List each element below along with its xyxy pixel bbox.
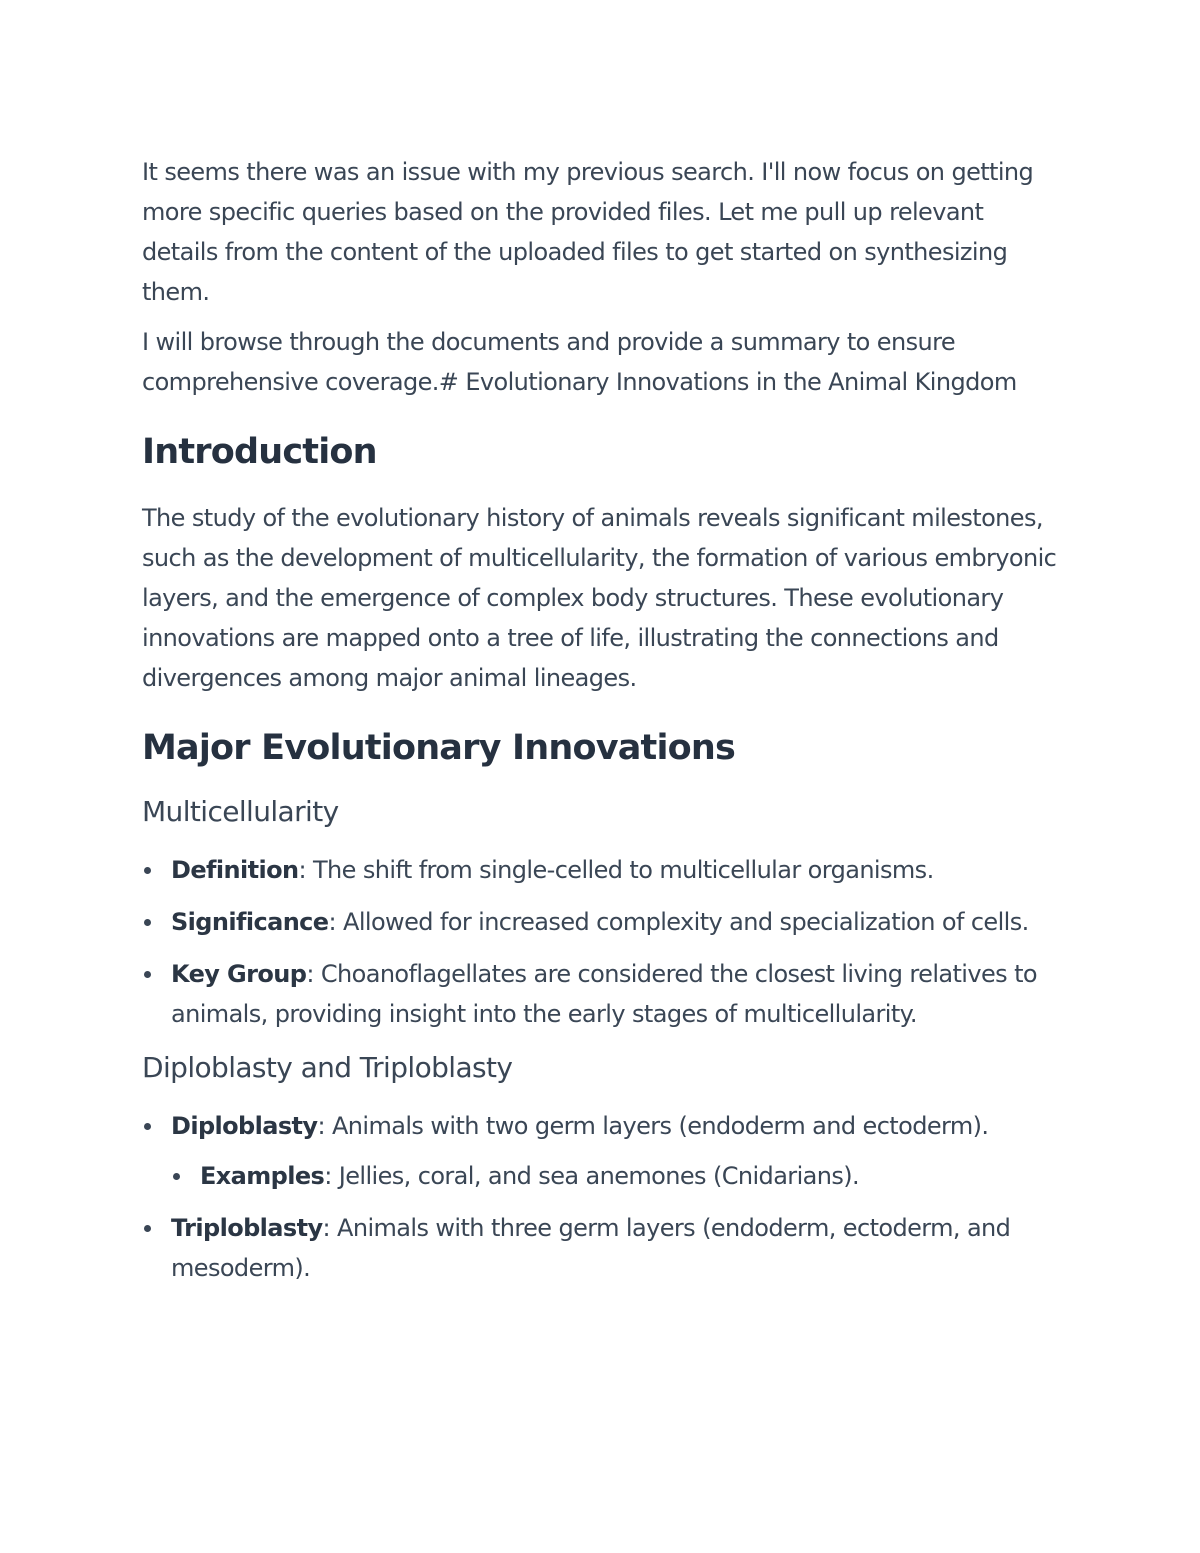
list-item-separator: : — [328, 908, 343, 936]
list-item-text: Allowed for increased complexity and specialization of cells. — [343, 908, 1029, 936]
intro-paragraph-1: It seems there was an issue with my previous search. I'll now focus on getting more specific queries based on the provided files. Let me pull up relevant details from the content of the uploaded files to get started on synthesizing them. — [142, 158, 1034, 306]
list-item-term: Diploblasty — [171, 1112, 318, 1140]
list-item — [142, 1208, 1062, 1288]
list-item-term: Significance — [171, 908, 329, 936]
list-item — [142, 954, 1062, 1034]
blasty-list — [142, 1106, 1062, 1288]
document-page — [142, 152, 1062, 1300]
list-item-term: Definition — [171, 856, 299, 884]
list-item-separator: : — [322, 1214, 338, 1242]
list-item — [142, 850, 1062, 890]
nested-list-item — [171, 1156, 1062, 1196]
list-item-text: Jellies, coral, and sea anemones (Cnidarians). — [338, 1162, 860, 1190]
list-item-separator: : — [298, 856, 313, 884]
list-item-text: The shift from single-celled to multicellular organisms. — [312, 856, 934, 884]
list-item-text: Choanoflagellates are considered the closest living relatives to animals, providing insight into the early stages of multicellularity. — [171, 960, 1037, 1028]
introduction-heading: Introduction — [142, 432, 377, 472]
nested-list — [171, 1156, 1062, 1196]
list-item-term: Triploblasty — [171, 1214, 323, 1242]
blasty-heading: Diploblasty and Triploblasty — [142, 1051, 513, 1084]
list-item — [142, 902, 1062, 942]
list-item — [142, 1106, 1062, 1196]
major-innovations-heading: Major Evolutionary Innovations — [142, 728, 736, 768]
list-item-separator: : — [317, 1112, 332, 1140]
intro-paragraph-2: I will browse through the documents and provide a summary to ensure comprehensive coverage.# Evolutionary Innovations in the Animal Kingdom — [142, 328, 1017, 396]
multicellularity-list — [142, 850, 1062, 1034]
list-item-term: Examples — [200, 1162, 325, 1190]
list-item-term: Key Group — [171, 960, 307, 988]
list-item-separator: : — [324, 1162, 339, 1190]
list-item-separator: : — [306, 960, 321, 988]
list-item-text: Animals with two germ layers (endoderm and ectoderm). — [331, 1112, 989, 1140]
list-item-text: Animals with three germ layers (endoderm, ectoderm, and mesoderm). — [171, 1214, 1011, 1282]
multicellularity-heading: Multicellularity — [142, 795, 339, 828]
introduction-paragraph: The study of the evolutionary history of animals reveals significant milestones, such as the development of multicellularity, the formation of various embryonic layers, and the emergence of complex body structures. These evolutionary innovations are mapped onto a tree of life, illustrating the connections and divergences among major animal lineages. — [142, 504, 1057, 692]
